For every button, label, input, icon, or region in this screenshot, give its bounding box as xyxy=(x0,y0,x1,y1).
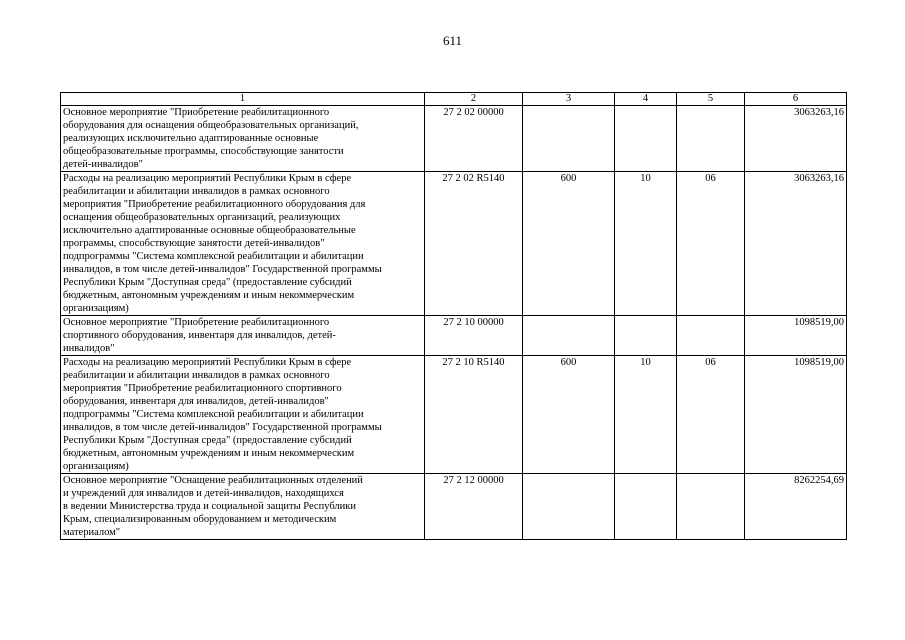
page-number: 611 xyxy=(442,33,463,48)
row-col5: 06 xyxy=(677,172,745,316)
row-col4 xyxy=(615,316,677,356)
column-header: 4 xyxy=(615,93,677,106)
row-col3 xyxy=(523,316,615,356)
row-col4 xyxy=(615,474,677,540)
column-header: 2 xyxy=(425,93,523,106)
row-col5 xyxy=(677,316,745,356)
table-row xyxy=(61,316,847,356)
column-header: 5 xyxy=(677,93,745,106)
row-code: 27 2 10 00000 xyxy=(425,316,523,356)
row-col3: 600 xyxy=(523,356,615,474)
row-code: 27 2 02 R5140 xyxy=(425,172,523,316)
row-amount: 1098519,00 xyxy=(745,316,847,356)
row-code: 27 2 10 R5140 xyxy=(425,356,523,474)
table-row xyxy=(61,172,847,316)
table-header-row xyxy=(61,93,847,106)
row-amount: 3063263,16 xyxy=(745,172,847,316)
row-description: Основное мероприятие "Приобретение реабилитационного оборудования для оснащения общеобразовательных организаций, реализующих исключительно адаптированные основные общеобразовательные программы, способствующие занятости детей-инвалидов" xyxy=(61,106,425,172)
row-code: 27 2 02 00000 xyxy=(425,106,523,172)
row-col3 xyxy=(523,474,615,540)
row-col4: 10 xyxy=(615,356,677,474)
row-amount: 8262254,69 xyxy=(745,474,847,540)
row-description: Расходы на реализацию мероприятий Республики Крым в сфере реабилитации и абилитации инвалидов в рамках основного мероприятия "Приобретение реабилитационного спортивного оборудования, инвентаря для инвалидов, детей-инвалидов" подпрограммы "Система комплексной реабилитации и абилитации инвалидов, в том числе детей-инвалидов" Государственной программы Республики Крым "Доступная среда" (предоставление субсидий бюджетным, автономным учреждениям и иным некоммерческим организациям) xyxy=(61,356,425,474)
row-col5: 06 xyxy=(677,356,745,474)
row-col4: 10 xyxy=(615,172,677,316)
column-header: 1 xyxy=(61,93,425,106)
row-col4 xyxy=(615,106,677,172)
table-row xyxy=(61,106,847,172)
row-col3: 600 xyxy=(523,172,615,316)
table-row xyxy=(61,474,847,540)
row-amount: 3063263,16 xyxy=(745,106,847,172)
row-col5 xyxy=(677,474,745,540)
column-header: 6 xyxy=(745,93,847,106)
budget-table xyxy=(60,92,847,540)
row-description: Основное мероприятие "Оснащение реабилитационных отделений и учреждений для инвалидов и детей-инвалидов, находящихся в ведении Министерства труда и социальной защиты Республики Крым, специализированным оборудованием и методическим материалом" xyxy=(61,474,425,540)
row-description: Расходы на реализацию мероприятий Республики Крым в сфере реабилитации и абилитации инвалидов в рамках основного мероприятия "Приобретение реабилитационного оборудования для оснащения общеобразовательных организаций, реализующих исключительно адаптированные основные общеобразовательные программы, способствующие занятости детей-инвалидов" подпрограммы "Система комплексной реабилитации и абилитации инвалидов, в том числе детей-инвалидов" Государственной программы Республики Крым "Доступная среда" (предоставление субсидий бюджетным, автономным учреждениям и иным некоммерческим организациям) xyxy=(61,172,425,316)
column-header: 3 xyxy=(523,93,615,106)
row-description: Основное мероприятие "Приобретение реабилитационного спортивного оборудования, инвентаря для инвалидов, детей- инвалидов" xyxy=(61,316,425,356)
row-col3 xyxy=(523,106,615,172)
table-row xyxy=(61,356,847,474)
row-col5 xyxy=(677,106,745,172)
row-code: 27 2 12 00000 xyxy=(425,474,523,540)
row-amount: 1098519,00 xyxy=(745,356,847,474)
